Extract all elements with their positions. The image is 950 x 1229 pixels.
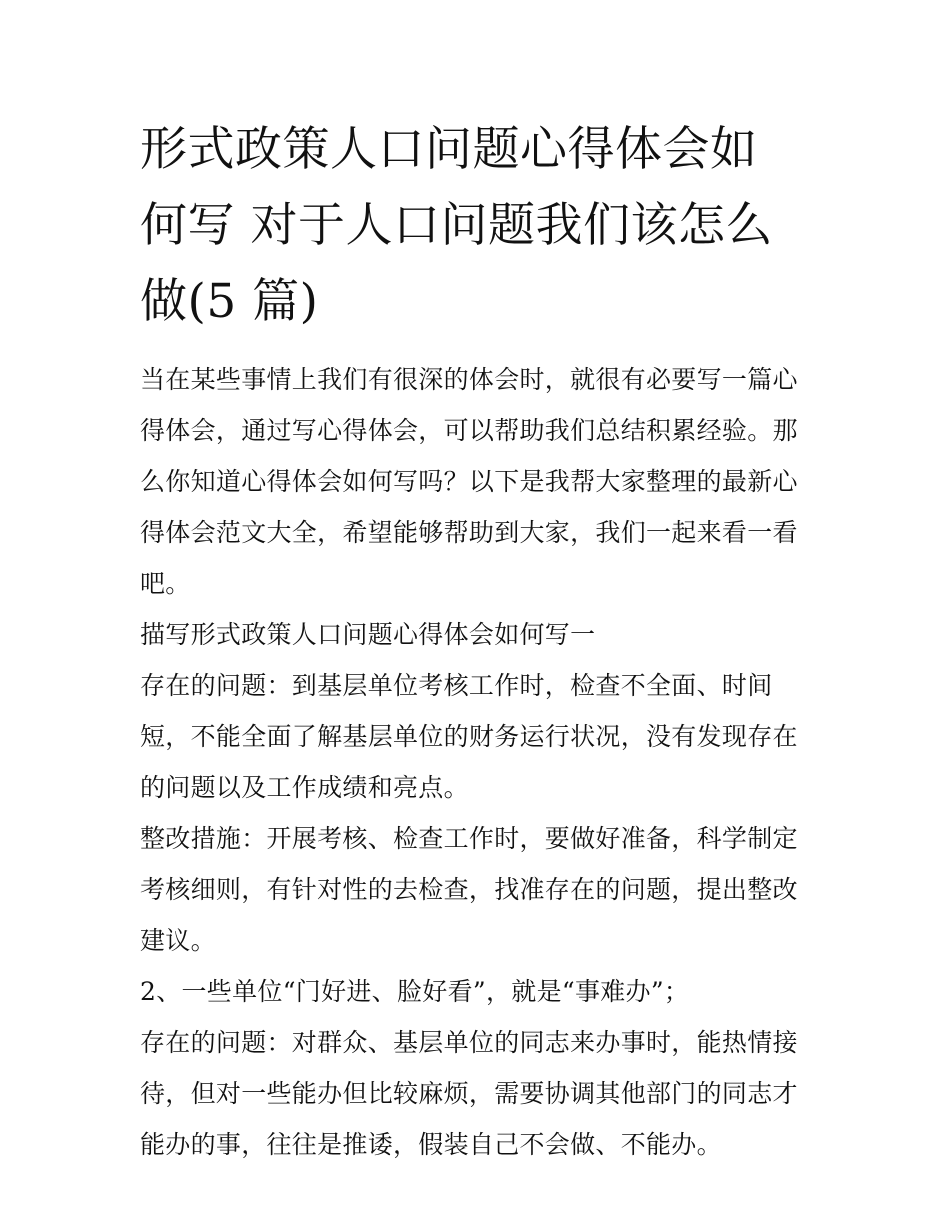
title-line-2: 何写 对于人口问题我们该怎么 (140, 198, 773, 253)
problem-paragraph-2: 存在的问题：对群众、基层单位的同志来办事时，能热情接待，但对一些能办但比较麻烦，需要协调其他部门的同志才能办的事，往往是推诿，假装自己不会做、不能办。 (140, 1028, 798, 1159)
intro-paragraph: 当在某些事情上我们有很深的体会时，就很有必要写一篇心得体会，通过写心得体会，可以帮助我们总结积累经验。那么你知道心得体会如何写吗？以下是我帮大家整理的最新心得体会范文大全，希望能够帮助到大家，我们一起来看一看吧。 (140, 365, 798, 598)
title-line-1: 形式政策人口问题心得体会如 (140, 122, 758, 177)
title-line-3: 做(5 篇) (140, 274, 319, 329)
document-title (140, 112, 820, 340)
document-body (140, 354, 820, 1170)
measure-paragraph-1: 整改措施：开展考核、检查工作时，要做好准备，科学制定考核细则，有针对性的去检查，找准存在的问题，提出整改建议。 (140, 824, 798, 955)
section-heading: 描写形式政策人口问题心得体会如何写一 (140, 620, 596, 649)
problem-paragraph-1: 存在的问题：到基层单位考核工作时，检查不全面、时间短，不能全面了解基层单位的财务运行状况，没有发现存在的问题以及工作成绩和亮点。 (140, 671, 798, 802)
item-heading-2: 2、一些单位“门好进、脸好看”，就是“事难办”； (140, 977, 690, 1006)
